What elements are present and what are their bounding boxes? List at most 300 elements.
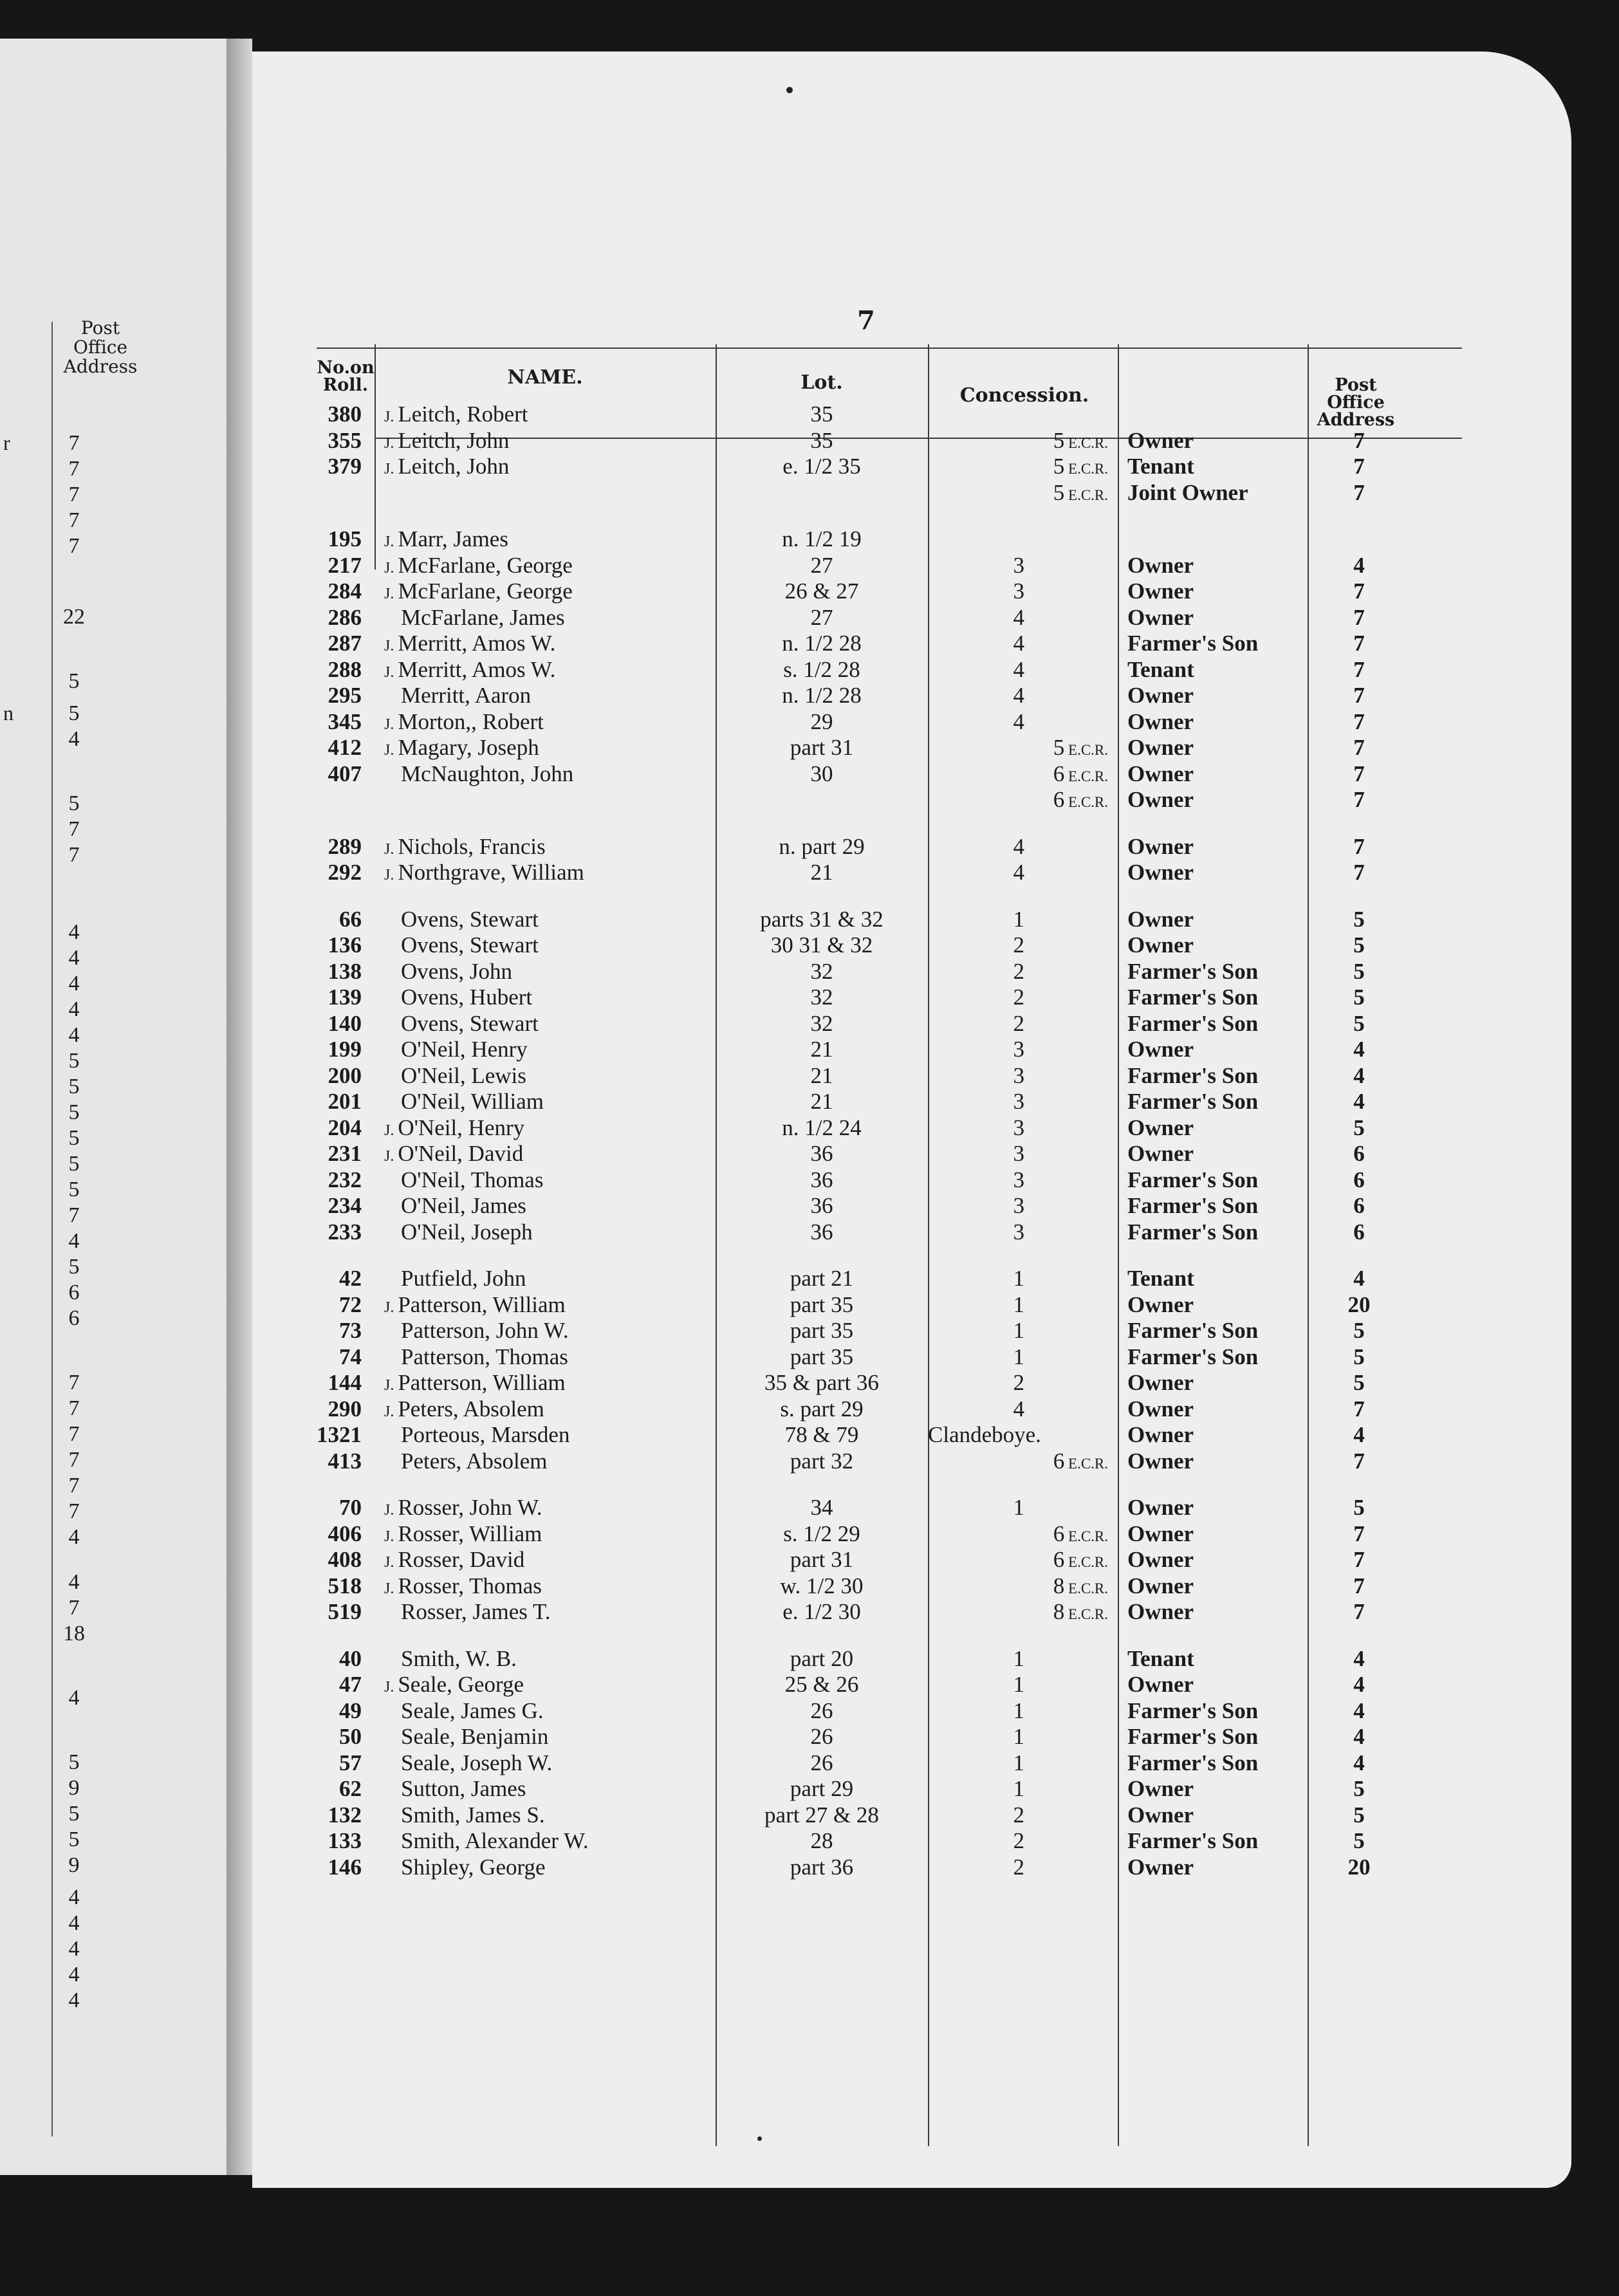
concession-cell: 2 (1013, 1370, 1024, 1395)
roll-number: 232 (328, 1167, 362, 1192)
concession-cell: 4 (1013, 657, 1024, 682)
name-cell (384, 631, 555, 658)
post-office-number: 7 (68, 483, 80, 506)
lot-cell: part 35 (790, 1344, 854, 1369)
name-cell (384, 1574, 542, 1601)
post-office-number: 7 (68, 817, 80, 841)
lot-cell: part 32 (790, 1449, 854, 1474)
name-cell (384, 1647, 517, 1671)
header-line: Post (80, 317, 120, 338)
name-cell (384, 1142, 523, 1169)
name-cell (384, 429, 509, 456)
concession-cell: 5 E.C.R. (1053, 480, 1108, 505)
column-rule (375, 344, 376, 569)
occupation-cell: Owner (1127, 1370, 1194, 1395)
name-cell (384, 1397, 544, 1424)
post-office-number: 5 (68, 1152, 80, 1176)
roll-number: 518 (328, 1573, 362, 1598)
name-cell (384, 454, 509, 481)
post-office-number: 5 (68, 1178, 80, 1201)
person-name: O'Neil, Lewis (401, 1063, 526, 1088)
name-cell (384, 1064, 526, 1088)
occupation-cell: Farmer's Son (1127, 1193, 1259, 1218)
lot-cell: part 27 & 28 (764, 1802, 879, 1828)
post-office-number: 7 (68, 1499, 80, 1523)
name-cell (384, 1829, 589, 1853)
concession-cell: 1 (1013, 1672, 1024, 1697)
person-name: Leitch, John (398, 454, 510, 479)
post-office-cell: 5 (1353, 932, 1365, 958)
person-name: Patterson, William (398, 1370, 566, 1395)
post-office-cell: 7 (1353, 605, 1365, 630)
post-office-cell: 5 (1353, 907, 1365, 932)
post-office-number: 7 (68, 1203, 80, 1227)
occupation-cell: Owner (1127, 860, 1194, 885)
post-office-cell: 7 (1353, 1449, 1365, 1474)
lot-header: Lot. (800, 371, 843, 394)
person-name: Putfield, John (401, 1266, 526, 1291)
name-cell (384, 402, 528, 429)
post-office-number: 7 (68, 534, 80, 558)
occupation-cell: Owner (1127, 1776, 1194, 1801)
juror-mark: J. (384, 586, 398, 602)
name-cell (384, 658, 555, 685)
concession-suffix: E.C.R. (1064, 742, 1108, 758)
concession-cell: 1 (1013, 1776, 1024, 1801)
person-name: McFarlane, James (401, 605, 565, 630)
concession-cell: 6 E.C.R. (1053, 1521, 1108, 1546)
name-cell (384, 1672, 524, 1699)
post-office-number: 5 (68, 1049, 80, 1073)
lot-cell: n. 1/2 28 (782, 631, 862, 656)
lot-cell: 21 (810, 1089, 833, 1114)
name-cell (384, 933, 539, 958)
concession-suffix: E.C.R. (1064, 1528, 1108, 1544)
concession-suffix: E.C.R. (1064, 1554, 1108, 1570)
occupation-cell: Owner (1127, 761, 1194, 786)
post-office-cell: 7 (1353, 860, 1365, 885)
lot-cell: n. 1/2 28 (782, 683, 862, 708)
concession-suffix: E.C.R. (1064, 461, 1108, 477)
roll-number: 292 (328, 860, 362, 885)
occupation-cell: Joint Owner (1127, 480, 1248, 505)
post-office-number: 4 (68, 727, 80, 751)
concession-cell: 2 (1013, 1011, 1024, 1036)
concession-cell: 2 (1013, 1855, 1024, 1880)
post-office-number: 4 (68, 1911, 80, 1935)
name-cell (384, 860, 584, 887)
person-name: Rosser, Thomas (398, 1573, 542, 1598)
post-office-number: 4 (68, 1988, 80, 2012)
occupation-cell: Owner (1127, 709, 1194, 734)
post-office-number: 5 (68, 1750, 80, 1774)
person-name: Merritt, Aaron (401, 683, 532, 708)
juror-mark: J. (384, 1502, 398, 1519)
occupation-cell: Owner (1127, 932, 1194, 958)
post-office-cell: 7 (1353, 834, 1365, 859)
concession-cell: 8 E.C.R. (1053, 1573, 1108, 1598)
post-office-cell: 4 (1353, 553, 1365, 578)
person-name: O'Neil, James (401, 1193, 526, 1218)
name-cell (384, 1089, 544, 1114)
roll-number: 406 (328, 1521, 362, 1546)
occupation-cell: Farmer's Son (1127, 631, 1259, 656)
roll-header (317, 359, 375, 394)
person-name: Rosser, David (398, 1547, 525, 1572)
column-rule (716, 344, 717, 2146)
concession-suffix: E.C.R. (1064, 768, 1108, 784)
occupation-cell: Owner (1127, 907, 1194, 932)
post-office-number: 9 (68, 1776, 80, 1800)
person-name: Seale, James G. (401, 1698, 544, 1723)
header-line: Roll. (322, 375, 369, 395)
roll-number: 234 (328, 1193, 362, 1218)
post-office-cell: 7 (1353, 709, 1365, 734)
header-line: No.on (317, 358, 375, 378)
person-name: Seale, Joseph W. (401, 1750, 553, 1775)
person-name: Merritt, Amos W. (398, 631, 556, 656)
lot-cell: part 35 (790, 1292, 854, 1317)
person-name: Patterson, John W. (401, 1318, 569, 1343)
occupation-cell: Owner (1127, 1521, 1194, 1546)
lot-cell: s. 1/2 28 (783, 657, 860, 682)
concession-cell: 1 (1013, 1646, 1024, 1671)
name-cell (384, 1803, 545, 1828)
name-cell (384, 1855, 546, 1880)
roll-number: 379 (328, 454, 362, 479)
post-office-number: 5 (68, 792, 80, 815)
juror-mark: J. (384, 533, 398, 550)
occupation-cell: Owner (1127, 1037, 1194, 1062)
concession-cell: 5 E.C.R. (1053, 735, 1108, 760)
name-cell (384, 683, 531, 708)
concession-cell: 5 E.C.R. (1053, 428, 1108, 453)
lot-cell: 21 (810, 860, 833, 885)
juror-mark: J. (384, 742, 398, 759)
occupation-cell: Owner (1127, 1449, 1194, 1474)
concession-cell: 1 (1013, 1266, 1024, 1291)
person-name: Peters, Absolem (398, 1396, 544, 1421)
concession-cell: 6 E.C.R. (1053, 1547, 1108, 1572)
name-cell (384, 1522, 542, 1549)
post-office-number: 9 (68, 1853, 80, 1877)
lot-cell: 36 (810, 1219, 833, 1245)
occupation-cell: Owner (1127, 579, 1194, 604)
post-office-cell: 5 (1353, 1115, 1365, 1140)
occupation-cell: Tenant (1127, 657, 1194, 682)
concession-cell: 3 (1013, 1219, 1024, 1245)
person-name: Rosser, William (398, 1521, 542, 1546)
person-name: Ovens, John (401, 959, 513, 984)
roll-number: 287 (328, 631, 362, 656)
occupation-cell: Owner (1127, 1573, 1194, 1598)
concession-cell: 2 (1013, 932, 1024, 958)
roll-number: 408 (328, 1547, 362, 1572)
occupation-cell: Tenant (1127, 1646, 1194, 1671)
post-office-number: 4 (68, 1937, 80, 1961)
concession-cell: 6 E.C.R. (1053, 761, 1108, 786)
lot-cell: 36 (810, 1193, 833, 1218)
person-name: Sutton, James (401, 1776, 526, 1801)
person-name: Northgrave, William (398, 860, 584, 885)
post-office-cell: 5 (1353, 1011, 1365, 1036)
post-office-cell: 7 (1353, 631, 1365, 656)
post-office-cell: 7 (1353, 657, 1365, 682)
name-cell (384, 1293, 566, 1320)
roll-number: 74 (339, 1344, 362, 1369)
lot-cell: n. 1/2 24 (782, 1115, 862, 1140)
roll-number: 70 (339, 1495, 362, 1520)
occupation-cell: Owner (1127, 1396, 1194, 1421)
post-office-number: 4 (68, 972, 80, 995)
juror-mark: J. (384, 664, 398, 681)
roll-number: 407 (328, 761, 362, 786)
person-name: Marr, James (398, 526, 508, 551)
post-office-cell: 5 (1353, 1318, 1365, 1343)
post-office-number: 7 (68, 843, 80, 867)
post-office-number: 22 (63, 605, 85, 629)
name-cell (384, 1725, 548, 1749)
person-name: Smith, W. B. (401, 1646, 517, 1671)
name-cell (384, 527, 508, 554)
occupation-cell: Farmer's Son (1127, 1219, 1259, 1245)
roll-number: 519 (328, 1599, 362, 1624)
occupation-cell: Farmer's Son (1127, 985, 1259, 1010)
post-office-cell: 5 (1353, 959, 1365, 984)
header-line: Address (1317, 410, 1395, 430)
juror-mark: J. (384, 560, 398, 577)
lot-cell: 35 & part 36 (764, 1370, 879, 1395)
person-name: O'Neil, Henry (398, 1115, 525, 1140)
roll-number: 62 (339, 1776, 362, 1801)
book-gutter (227, 39, 252, 2175)
concession-cell: 8 E.C.R. (1053, 1599, 1108, 1624)
post-office-number: 4 (68, 1885, 80, 1909)
post-office-cell: 7 (1353, 1521, 1365, 1546)
post-office-cell: 7 (1353, 787, 1365, 812)
concession-cell: 1 (1013, 1495, 1024, 1520)
juror-mark: J. (384, 409, 398, 425)
roll-number: 140 (328, 1011, 362, 1036)
post-office-cell: 7 (1353, 761, 1365, 786)
lot-cell: 29 (810, 709, 833, 734)
person-name: Morton,, Robert (398, 709, 544, 734)
occupation-cell: Farmer's Son (1127, 959, 1259, 984)
person-name: Merritt, Amos W. (398, 657, 556, 682)
header-line: Post (1335, 375, 1377, 395)
concession-cell: 3 (1013, 1167, 1024, 1192)
post-office-number: 6 (68, 1281, 80, 1304)
post-office-cell: 5 (1353, 1828, 1365, 1853)
post-office-cell: 7 (1353, 428, 1365, 453)
roll-number: 57 (339, 1750, 362, 1775)
concession-suffix: E.C.R. (1064, 1580, 1108, 1597)
name-cell (384, 1168, 543, 1192)
concession-cell: 4 (1013, 683, 1024, 708)
occupation-cell: Farmer's Son (1127, 1089, 1259, 1114)
lot-cell: part 29 (790, 1776, 854, 1801)
roll-number: 413 (328, 1449, 362, 1474)
lot-cell: w. 1/2 30 (780, 1573, 864, 1598)
lot-cell: 25 & 26 (784, 1672, 859, 1697)
post-office-number: 5 (68, 1100, 80, 1124)
register-page (252, 51, 1571, 2188)
lot-cell: 34 (810, 1495, 833, 1520)
post-office-number: 7 (68, 1448, 80, 1472)
occupation-cell: Owner (1127, 834, 1194, 859)
page-number: 7 (857, 306, 875, 336)
lot-cell: 36 (810, 1141, 833, 1166)
person-name: Leitch, John (398, 428, 510, 453)
occupation-cell: Farmer's Son (1127, 1698, 1259, 1723)
post-office-number: 4 (68, 1229, 80, 1253)
post-office-number: 5 (68, 1828, 80, 1851)
lot-cell: parts 31 & 32 (760, 907, 884, 932)
post-office-number: 4 (68, 1570, 80, 1594)
name-cell (384, 1116, 524, 1143)
lot-cell: e. 1/2 35 (782, 454, 861, 479)
concession-cell: 5 E.C.R. (1053, 454, 1108, 479)
person-name: Magary, Joseph (398, 735, 539, 760)
roll-number: 133 (328, 1828, 362, 1853)
occupation-cell: Owner (1127, 1495, 1194, 1520)
person-name: Patterson, Thomas (401, 1344, 568, 1369)
concession-cell: 2 (1013, 959, 1024, 984)
occupation-cell: Owner (1127, 787, 1194, 812)
text-fragment: r (3, 431, 10, 454)
concession-cell: 4 (1013, 1396, 1024, 1421)
occupation-cell: Owner (1127, 1422, 1194, 1447)
concession-cell: 3 (1013, 1089, 1024, 1114)
post-office-number: 4 (68, 920, 80, 944)
juror-mark: J. (384, 1377, 398, 1394)
roll-number: 355 (328, 428, 362, 453)
lot-cell: 26 (810, 1750, 833, 1775)
concession-cell: 4 (1013, 605, 1024, 630)
roll-number: 136 (328, 932, 362, 958)
concession-cell: 4 (1013, 631, 1024, 656)
lot-cell: 35 (810, 428, 833, 453)
post-office-cell: 7 (1353, 454, 1365, 479)
post-office-number: 4 (68, 997, 80, 1021)
occupation-cell: Farmer's Son (1127, 1750, 1259, 1775)
name-cell (384, 579, 573, 606)
occupation-cell: Owner (1127, 1141, 1194, 1166)
post-office-number: 7 (68, 1474, 80, 1497)
concession-cell: 3 (1013, 1037, 1024, 1062)
concession-suffix: E.C.R. (1064, 794, 1108, 810)
lot-cell: 30 31 & 32 (770, 932, 873, 958)
post-office-number: 4 (68, 1963, 80, 1986)
concession-cell: 2 (1013, 1802, 1024, 1828)
lot-cell: 26 (810, 1698, 833, 1723)
post-office-number: 5 (68, 1255, 80, 1279)
lot-cell: s. 1/2 29 (783, 1521, 860, 1546)
roll-number: 138 (328, 959, 362, 984)
post-office-cell: 7 (1353, 480, 1365, 505)
occupation-cell: Farmer's Son (1127, 1011, 1259, 1036)
binding-hole (757, 2136, 762, 2141)
name-cell (384, 985, 532, 1010)
name-cell (384, 1220, 533, 1245)
roll-number: 50 (339, 1724, 362, 1749)
occupation-cell: Owner (1127, 1672, 1194, 1697)
post-office-cell: 5 (1353, 1776, 1365, 1801)
lot-cell: 32 (810, 985, 833, 1010)
lot-cell: 26 & 27 (784, 579, 859, 604)
post-office-number: 5 (68, 1126, 80, 1150)
name-cell (384, 710, 544, 737)
concession-cell: 1 (1013, 1698, 1024, 1723)
post-office-cell: 4 (1353, 1266, 1365, 1291)
occupation-cell: Owner (1127, 1292, 1194, 1317)
person-name: Rosser, James T. (401, 1599, 551, 1624)
concession-cell: 6 E.C.R. (1053, 787, 1108, 812)
juror-mark: J. (384, 1403, 398, 1420)
roll-number: 1321 (317, 1422, 362, 1447)
post-office-number: 18 (63, 1622, 85, 1645)
roll-number: 199 (328, 1037, 362, 1062)
post-office-number: 7 (68, 457, 80, 481)
post-office-cell: 5 (1353, 1495, 1365, 1520)
occupation-cell: Owner (1127, 553, 1194, 578)
person-name: Smith, Alexander W. (401, 1828, 589, 1853)
post-office-cell: 20 (1347, 1855, 1371, 1880)
name-cell (384, 907, 539, 932)
roll-number: 139 (328, 985, 362, 1010)
person-name: Porteous, Marsden (401, 1422, 570, 1447)
concession-cell: 1 (1013, 1750, 1024, 1775)
person-name: O'Neil, William (401, 1089, 544, 1114)
juror-mark: J. (384, 638, 398, 654)
concession-suffix: E.C.R. (1064, 435, 1108, 451)
name-cell (384, 835, 546, 862)
juror-mark: J. (384, 716, 398, 733)
occupation-cell: Tenant (1127, 1266, 1194, 1291)
person-name: Rosser, John W. (398, 1495, 542, 1520)
header-line: Office (73, 337, 128, 358)
post-office-cell: 6 (1353, 1219, 1365, 1245)
lot-cell: 36 (810, 1167, 833, 1192)
name-cell (384, 1600, 551, 1624)
person-name: Seale, Benjamin (401, 1724, 549, 1749)
post-office-cell: 20 (1347, 1292, 1371, 1317)
juror-mark: J. (384, 1554, 398, 1571)
juror-mark: J. (384, 1580, 398, 1597)
roll-number: 380 (328, 402, 362, 427)
post-office-number: 7 (68, 1371, 80, 1394)
roll-number: 42 (339, 1266, 362, 1291)
post-office-cell: 5 (1353, 1802, 1365, 1828)
person-name: Leitch, Robert (398, 402, 528, 427)
roll-number: 286 (328, 605, 362, 630)
lot-cell: part 20 (790, 1646, 854, 1671)
occupation-cell: Tenant (1127, 454, 1194, 479)
lot-cell: part 31 (790, 1547, 854, 1572)
post-office-cell: 4 (1353, 1698, 1365, 1723)
concession-cell: 1 (1013, 907, 1024, 932)
occupation-cell: Owner (1127, 683, 1194, 708)
post-office-cell: 7 (1353, 735, 1365, 760)
juror-mark: J. (384, 1679, 398, 1696)
lot-cell: 26 (810, 1724, 833, 1749)
post-office-cell: 5 (1353, 1370, 1365, 1395)
concession-cell: 6 E.C.R. (1053, 1449, 1108, 1474)
person-name: Ovens, Stewart (401, 907, 539, 932)
roll-number: 146 (328, 1855, 362, 1880)
post-office-column (3, 39, 116, 2175)
post-office-cell: 4 (1353, 1422, 1365, 1447)
